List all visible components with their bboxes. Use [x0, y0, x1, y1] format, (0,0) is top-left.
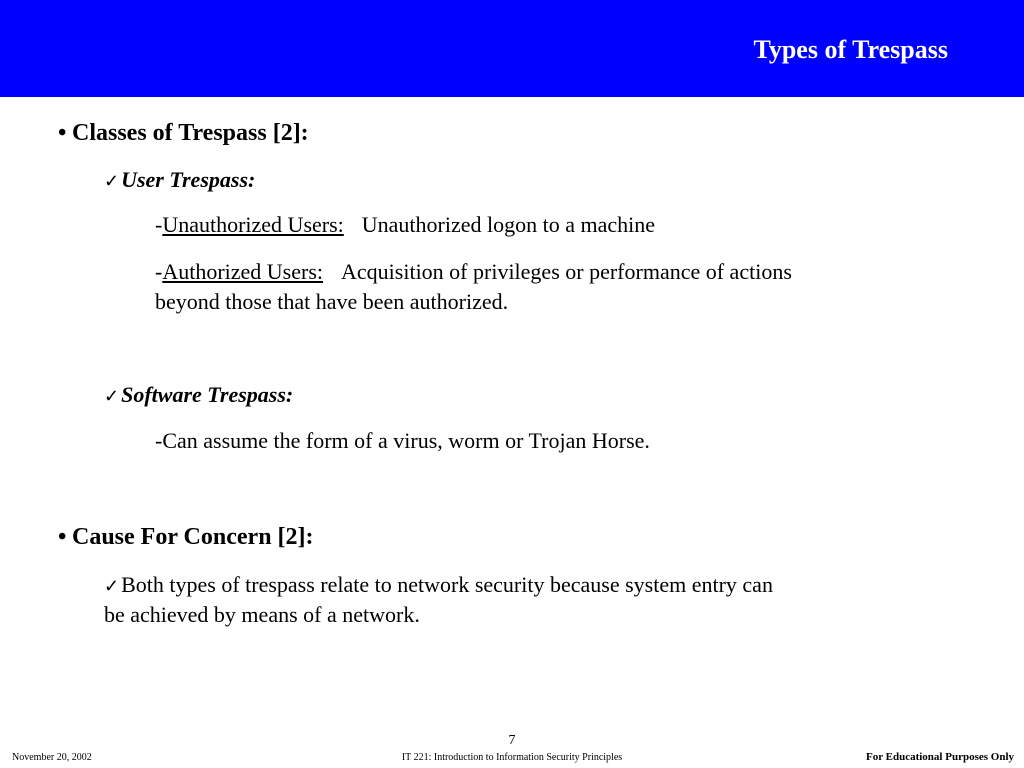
footer-date: November 20, 2002	[12, 752, 92, 763]
software-trespass-item	[104, 381, 293, 410]
dash-marker: -	[155, 212, 163, 237]
checkmark-icon: ✓	[104, 171, 120, 191]
classes-heading	[58, 118, 309, 148]
unauthorized-users-term: Unauthorized Users:	[162, 212, 344, 237]
footer-notice: For Educational Purposes Only	[865, 751, 1014, 763]
concern-item	[104, 570, 773, 601]
user-trespass-item	[104, 166, 255, 195]
software-trespass-label: Software Trespass:	[121, 382, 294, 407]
software-trespass-desc: -Can assume the form of a virus, worm or Trojan Horse.	[155, 428, 650, 453]
authorized-users-desc-line1: Acquisition of privileges or performance of actions	[341, 259, 792, 284]
unauthorized-users-item	[155, 210, 655, 240]
user-trespass-label: User Trespass:	[121, 167, 256, 192]
page-number: 7	[508, 733, 516, 748]
concern-line2: be achieved by means of a network.	[104, 602, 420, 627]
authorized-users-item	[155, 257, 792, 287]
concern-line1: Both types of trespass relate to network security because system entry can	[121, 572, 773, 597]
checkmark-icon: ✓	[104, 576, 120, 596]
footer-course: IT 221: Introduction to Information Security Principles	[401, 752, 623, 763]
checkmark-icon: ✓	[104, 386, 120, 406]
unauthorized-users-desc: Unauthorized logon to a machine	[361, 212, 656, 237]
bullet-icon: •	[58, 120, 67, 146]
concern-heading-text: Cause For Concern [2]:	[72, 524, 314, 550]
authorized-users-term: Authorized Users:	[162, 259, 324, 284]
authorized-users-desc-line2: beyond those that have been authorized.	[155, 289, 509, 314]
dash-marker: -	[155, 259, 163, 284]
bullet-icon: •	[58, 524, 67, 550]
classes-heading-text: Classes of Trespass [2]:	[72, 120, 309, 146]
slide-title: Types of Trespass	[753, 35, 948, 64]
concern-heading	[58, 522, 314, 552]
